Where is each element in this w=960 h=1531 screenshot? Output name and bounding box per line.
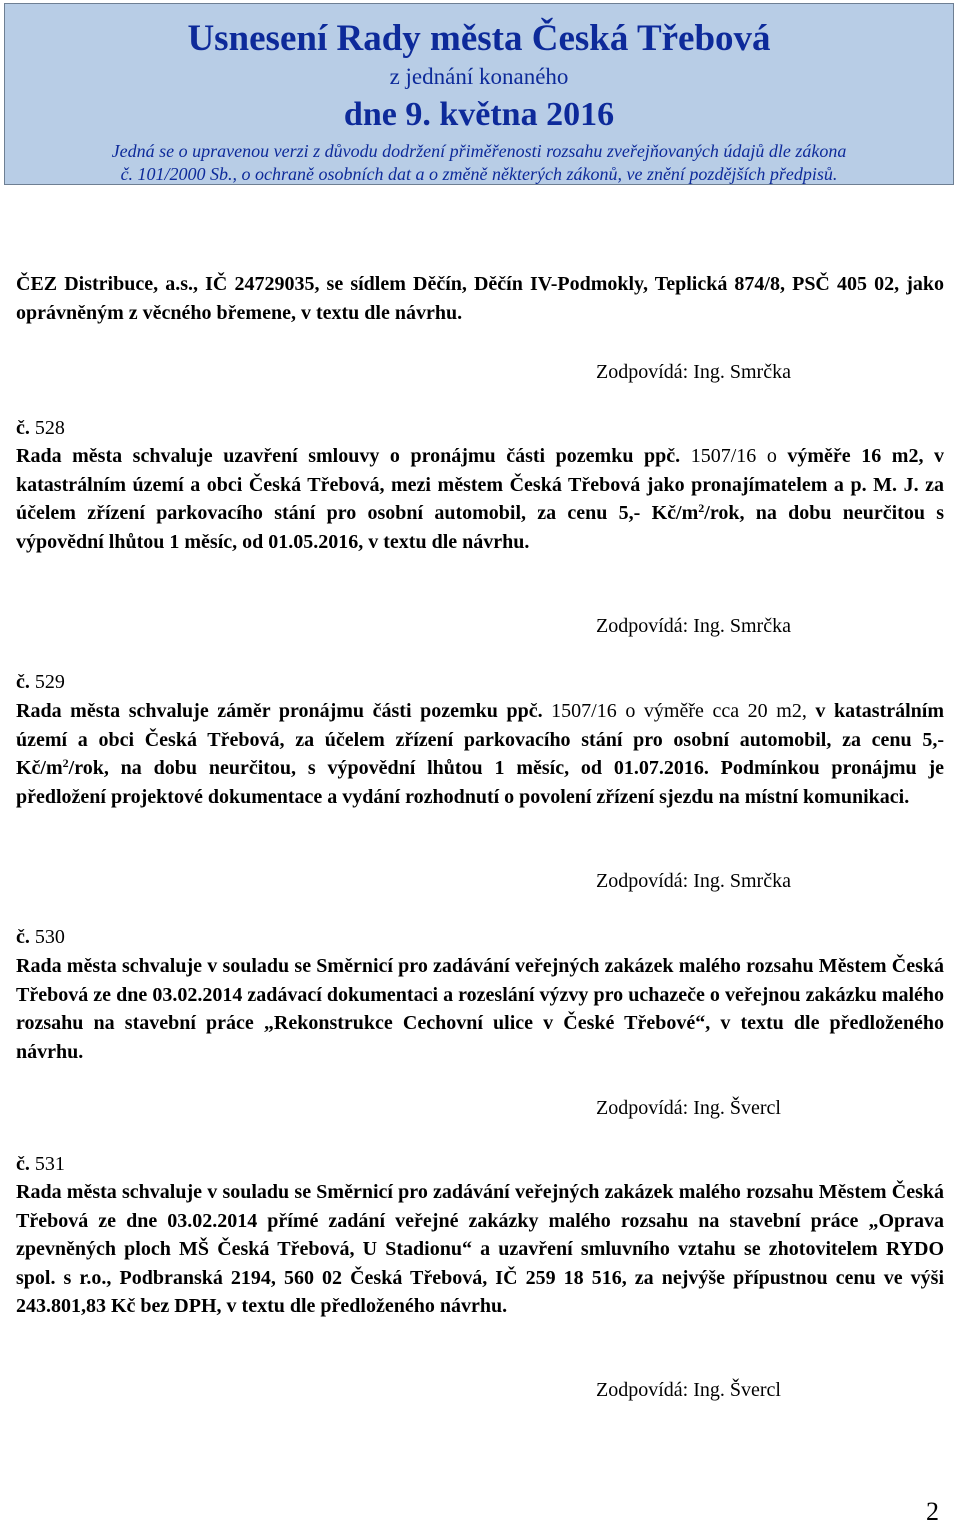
resolution-number-value: 528: [34, 417, 65, 439]
resolution-number-value: 531: [34, 1153, 65, 1175]
redaction-note-line1: Jedná se o upravenou verzi z důvodu dodržení přiměřenosti rozsahu zveřejňovaných údajů dle zákona: [111, 141, 847, 161]
responsible-line: [596, 867, 791, 895]
page-number: 2: [926, 1497, 939, 1526]
responsible-label: Zodpovídá: Ing.: [596, 361, 725, 383]
resolution-prefix: č.: [16, 671, 30, 693]
resolution-text: Rada města schvaluje v souladu se Směrnicí pro zadávání veřejných zakázek malého rozsahu Městem Česká Třebová ze dne 03.02.2014 zadávací dokumentaci a rozeslání výzvy pro uchazeče o veřejnou zakázku malého rozsahu na stavební práce „Rekonstrukce Cechovní ulice v České Třebové“, v textu dle předloženého návrhu.: [16, 955, 944, 1063]
responsible-name: Švercl: [729, 1379, 781, 1401]
responsible-name: Švercl: [729, 1097, 781, 1119]
resolution-text-part: Rada města schvaluje uzavření smlouvy o pronájmu části pozemku ppč.: [16, 445, 681, 467]
resolution-text-part: výměře 16 m2, v katastrálním území a obci Česká Třebová, mezi městem Česká Třebová jako pronajímatelem a p. M. J. za účelem zřízení parkovacího stání pro osobní automobil, za cenu 5,- Kč/m: [16, 445, 945, 525]
responsible-name: Smrčka: [729, 870, 791, 892]
responsible-line: [596, 612, 791, 640]
resolution-prefix: č.: [16, 1153, 30, 1175]
superscript: 2: [698, 501, 705, 516]
continuation-paragraph: ČEZ Distribuce, a.s., IČ 24729035, se sídlem Děčín, Děčín IV-Podmokly, Teplická 874/8, PSČ 405 02, jako oprávněným z věcného břemene, v textu dle návrhu.: [16, 273, 944, 324]
resolution-text-part: /rok, na dobu neurčitou s výpovědní lhůtou 1 měsíc, od 01.05.2016, v textu dle návrhu.: [16, 502, 945, 553]
responsible-name: Smrčka: [729, 615, 791, 637]
resolution-text-part: Rada města schvaluje záměr pronájmu části pozemku ppč.: [16, 700, 543, 722]
resolution-text: Rada města schvaluje v souladu se Směrnicí pro zadávání veřejných zakázek malého rozsahu Městem Česká Třebová ze dne 03.02.2014 přímé zadání veřejné zakázky malého rozsahu na stavební práce „Oprava zpevněných ploch MŠ Česká Třebová, U Stadionu“ a uzavření smluvního vztahu se zhotovitelem RYDO spol. s r.o., Podbranská 2194, 560 02 Česká Třebová, IČ 259 18 516, za nejvýše přípustnou cenu ve výši 243.801,83 Kč bez DPH, v textu dle předloženého návrhu.: [16, 1181, 944, 1318]
resolution-text-part: /rok, na dobu neurčitou, s výpovědní lhůtou 1 měsíc, od 01.07.2016. Podmínkou pronájmu je předložení projektové dokumentace a vydání rozhodnutí o povolení zřízení sjezdu na místní komunikaci.: [16, 757, 944, 808]
responsible-label: Zodpovídá: Ing.: [596, 870, 725, 892]
resolution-text-part: v katastrálním území a obci Česká Třebová, za účelem zřízení parkovacího stání pro osobní automobil, za cenu 5,- Kč/m: [16, 700, 945, 780]
responsible-label: Zodpovídá: Ing.: [596, 1379, 725, 1401]
meeting-date: dne 9. května 2016: [343, 96, 615, 133]
resolution-number: [16, 668, 65, 696]
resolution-number: [16, 1150, 65, 1178]
page-title: Usnesení Rady města Česká Třebová: [187, 18, 771, 59]
responsible-line: [596, 1094, 781, 1122]
responsible-line: [596, 1376, 781, 1404]
resolution-prefix: č.: [16, 926, 30, 948]
superscript: 2: [62, 756, 69, 771]
resolution-text-part: 1507/16 o: [690, 445, 777, 467]
resolution-number: [16, 923, 65, 951]
resolution-text: [16, 442, 944, 556]
resolution-text-part: 1507/16 o výměře cca 20 m2,: [551, 700, 807, 722]
resolution-text: [16, 697, 944, 811]
resolution-prefix: č.: [16, 417, 30, 439]
resolution-number-value: 529: [34, 671, 65, 693]
resolution-number-value: 530: [34, 926, 65, 948]
meeting-subtitle: z jednání konaného: [389, 64, 569, 89]
responsible-label: Zodpovídá: Ing.: [596, 615, 725, 637]
responsible-line: [596, 358, 791, 386]
responsible-name: Smrčka: [729, 361, 791, 383]
redaction-note-line2: č. 101/2000 Sb., o ochraně osobních dat a o změně některých zákonů, ve znění pozdějších předpisů.: [120, 164, 838, 184]
responsible-label: Zodpovídá: Ing.: [596, 1097, 725, 1119]
resolution-number: [16, 414, 65, 442]
document-header: [4, 3, 954, 185]
